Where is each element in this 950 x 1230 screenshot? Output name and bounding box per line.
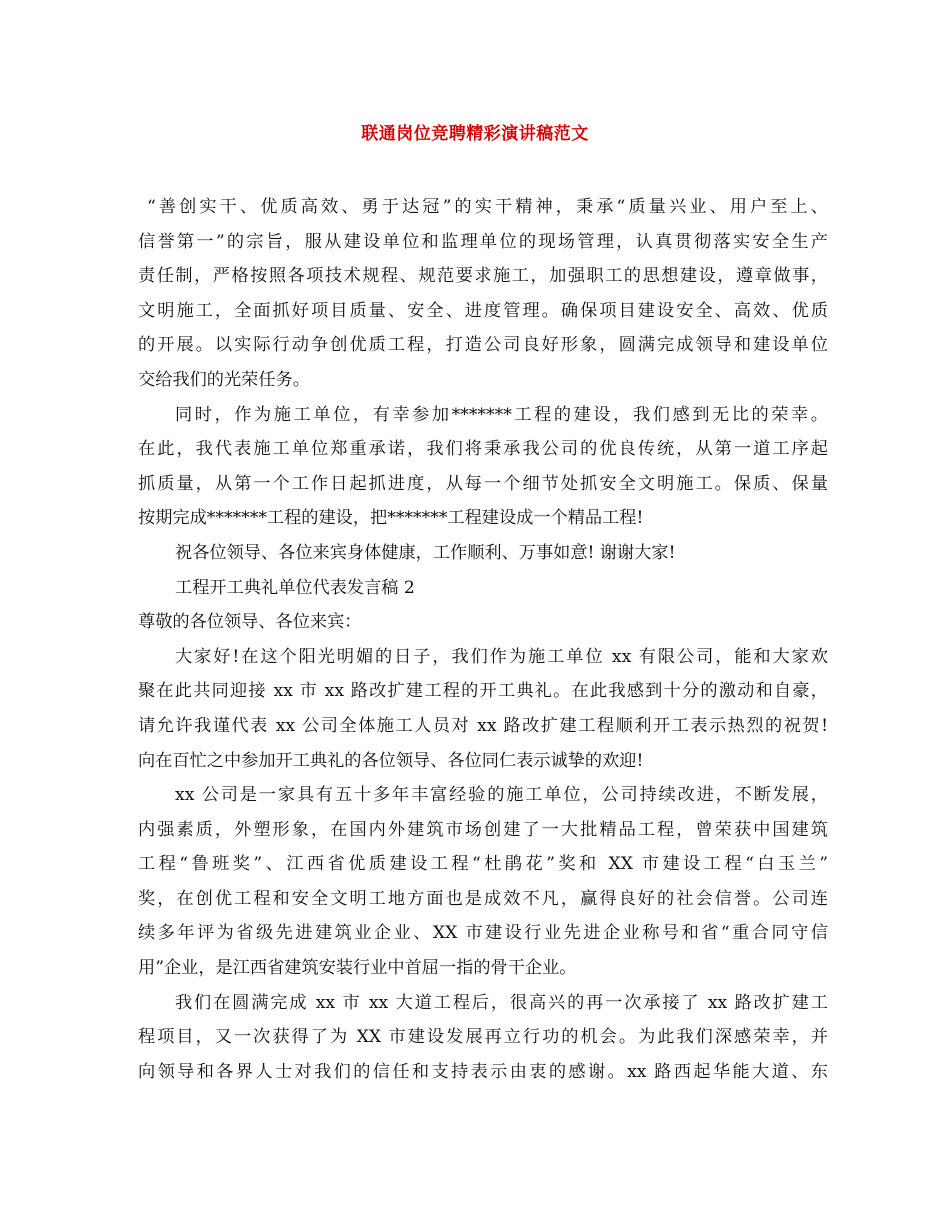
text-line: 续多年评为省级先进建筑业企业、XX 市建设行业先进企业称号和省“重合同守信 <box>138 923 828 944</box>
text-line: 奖，在创优工程和安全文明工地方面也是成效不凡，赢得良好的社会信誉。公司连 <box>138 888 828 909</box>
text-line: 交给我们的光荣任务。 <box>138 369 310 390</box>
text-line: 信誉第一”的宗旨，服从建设单位和监理单位的现场管理，认真贯彻落实安全生产 <box>138 231 828 252</box>
paragraph <box>138 605 828 640</box>
text-line: 我们在圆满完成 xx 市 xx 大道工程后，很高兴的再一次承接了 xx 路改扩建工 <box>175 992 828 1013</box>
text-line: 的开展。以实际行动争创优质工程，打造公司良好形象，圆满完成领导和建设单位 <box>138 335 828 356</box>
text-line: 用”企业，是江西省建筑安装行业中首屈一指的骨干企业。 <box>138 958 577 979</box>
text-line: 按期完成*******工程的建设，把*******工程建设成一个精品工程! <box>138 508 644 529</box>
paragraph <box>138 571 828 606</box>
section-heading: 工程开工典礼单位代表发言稿 2 <box>175 577 415 598</box>
text-line: 抓质量，从第一个工作日起抓进度，从每一个细节处抓安全文明施工。保质、保量 <box>138 473 828 494</box>
document-title: 联通岗位竞聘精彩演讲稿范文 <box>361 124 589 144</box>
text-line: 程项目，又一次获得了为 XX 市建设发展再立行功的机会。为此我们深感荣幸，并 <box>138 1027 828 1048</box>
paragraph <box>138 986 828 1090</box>
paragraph <box>138 536 828 571</box>
paragraph <box>138 398 828 536</box>
paragraph <box>138 640 828 778</box>
text-line: 在此，我代表施工单位郑重承诺，我们将秉承我公司的优良传统，从第一道工序起 <box>138 439 828 460</box>
text-line: 文明施工，全面抓好项目质量、安全、进度管理。确保项目建设安全、高效、优质 <box>138 300 828 321</box>
paragraph <box>138 778 828 986</box>
paragraph <box>138 190 828 398</box>
text-line: 同时，作为施工单位，有幸参加*******工程的建设，我们感到无比的荣幸。 <box>175 404 828 425</box>
text-line: 内强素质，外塑形象，在国内外建筑市场创建了一大批精品工程，曾荣获中国建筑 <box>138 819 828 840</box>
text-line: 向领导和各界人士对我们的信任和支持表示由衷的感谢。xx 路西起华能大道、东 <box>138 1061 828 1082</box>
text-line: 责任制，严格按照各项技术规程、规范要求施工，加强职工的思想建设，遵章做事， <box>138 266 828 287</box>
document-body <box>138 190 828 1089</box>
text-line: xx 公司是一家具有五十多年丰富经验的施工单位，公司持续改进，不断发展， <box>175 785 828 806</box>
text-line: 聚在此共同迎接 xx 市 xx 路改扩建工程的开工典礼。在此我感到十分的激动和自豪， <box>138 681 828 702</box>
text-line: 请允许我谨代表 xx 公司全体施工人员对 xx 路改扩建工程顺利开工表示热烈的祝贺! <box>138 715 828 736</box>
text-line: “善创实干、优质高效、勇于达冠”的实干精神，秉承“质量兴业、用户至上、 <box>147 197 828 217</box>
text-line: 祝各位领导、各位来宾身体健康，工作顺利、万事如意! 谢谢大家! <box>175 542 676 563</box>
salutation: 尊敬的各位领导、各位来宾： <box>138 612 362 633</box>
text-line: 大家好!在这个阳光明媚的日子，我们作为施工单位 xx 有限公司，能和大家欢 <box>175 646 828 667</box>
text-line: 向在百忙之中参加开工典礼的各位领导、各位同仁表示诚挚的欢迎! <box>138 750 644 771</box>
text-line: 工程“鲁班奖”、江西省优质建设工程“杜鹃花”奖和 XX 市建设工程“白玉兰” <box>138 854 828 875</box>
